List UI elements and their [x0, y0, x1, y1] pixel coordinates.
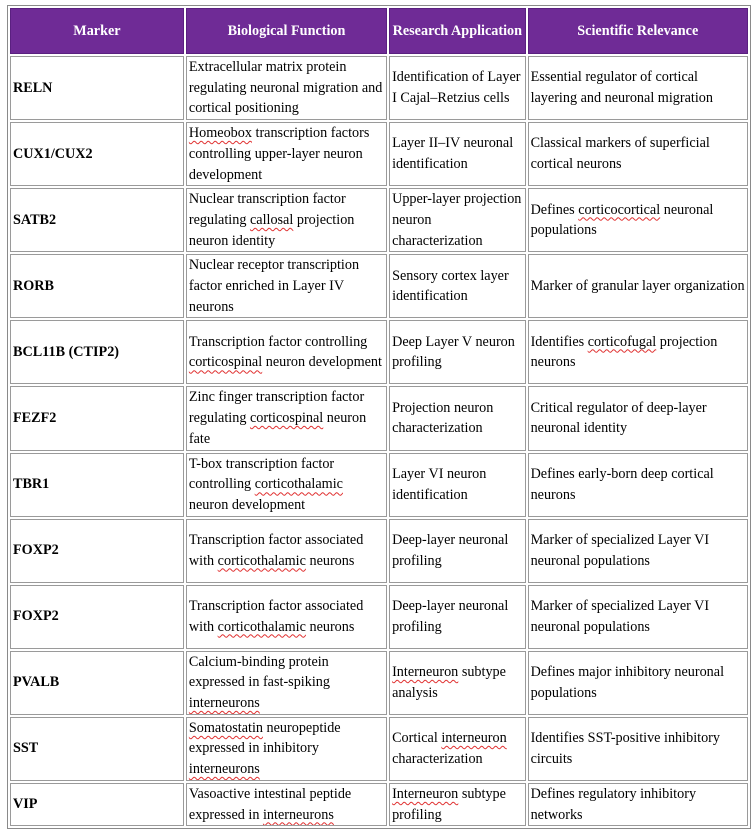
cell-relevance: Classical markers of superficial cortical neurons	[528, 122, 748, 186]
cell-application: Upper-layer projection neuron characterization	[389, 188, 525, 252]
header-research-application: Research Application	[389, 8, 525, 54]
cell-relevance: Identifies corticofugal projection neurons	[528, 320, 748, 384]
header-scientific-relevance: Scientific Relevance	[528, 8, 748, 54]
cell-relevance: Critical regulator of deep-layer neuronal identity	[528, 386, 748, 450]
cell-relevance: Identifies SST-positive inhibitory circuits	[528, 717, 748, 781]
table-row	[10, 254, 748, 318]
table-row	[10, 56, 748, 120]
cell-marker: BCL11B (CTIP2)	[10, 320, 184, 384]
table-row	[10, 717, 748, 781]
table-row	[10, 651, 748, 715]
cell-marker: TBR1	[10, 453, 184, 517]
cell-function: Transcription factor controlling corticospinal neuron development	[186, 320, 387, 384]
table-row	[10, 188, 748, 252]
marker-table	[7, 5, 751, 829]
cell-marker: VIP	[10, 783, 184, 826]
table-row	[10, 519, 748, 583]
cell-marker: RELN	[10, 56, 184, 120]
cell-application: Deep-layer neuronal profiling	[389, 519, 525, 583]
cell-marker: CUX1/CUX2	[10, 122, 184, 186]
cell-marker: RORB	[10, 254, 184, 318]
cell-application: Cortical interneuron characterization	[389, 717, 525, 781]
cell-application: Deep-layer neuronal profiling	[389, 585, 525, 649]
cell-function: Calcium-binding protein expressed in fast-spiking interneurons	[186, 651, 387, 715]
header-marker: Marker	[10, 8, 184, 54]
table-row	[10, 453, 748, 517]
table-container	[7, 5, 751, 829]
cell-function: Transcription factor associated with corticothalamic neurons	[186, 519, 387, 583]
cell-function: Extracellular matrix protein regulating neuronal migration and cortical positioning	[186, 56, 387, 120]
cell-application: Layer VI neuron identification	[389, 453, 525, 517]
table-row	[10, 386, 748, 450]
cell-function: Vasoactive intestinal peptide expressed in interneurons	[186, 783, 387, 826]
table-row	[10, 585, 748, 649]
cell-marker: SATB2	[10, 188, 184, 252]
cell-function: Nuclear transcription factor regulating callosal projection neuron identity	[186, 188, 387, 252]
table-row	[10, 122, 748, 186]
cell-application: Layer II–IV neuronal identification	[389, 122, 525, 186]
cell-marker: FOXP2	[10, 519, 184, 583]
cell-relevance: Defines corticocortical neuronal populations	[528, 188, 748, 252]
cell-marker: SST	[10, 717, 184, 781]
cell-application: Interneuron subtype profiling	[389, 783, 525, 826]
cell-application: Deep Layer V neuron profiling	[389, 320, 525, 384]
cell-relevance: Marker of granular layer organization	[528, 254, 748, 318]
table-row	[10, 783, 748, 826]
cell-marker: PVALB	[10, 651, 184, 715]
cell-relevance: Essential regulator of cortical layering and neuronal migration	[528, 56, 748, 120]
cell-application: Identification of Layer I Cajal–Retzius cells	[389, 56, 525, 120]
cell-relevance: Defines regulatory inhibitory networks	[528, 783, 748, 826]
cell-relevance: Defines early-born deep cortical neurons	[528, 453, 748, 517]
cell-function: Zinc finger transcription factor regulating corticospinal neuron fate	[186, 386, 387, 450]
cell-function: Transcription factor associated with corticothalamic neurons	[186, 585, 387, 649]
cell-relevance: Defines major inhibitory neuronal populations	[528, 651, 748, 715]
cell-function: Somatostatin neuropeptide expressed in inhibitory interneurons	[186, 717, 387, 781]
cell-marker: FEZF2	[10, 386, 184, 450]
cell-marker: FOXP2	[10, 585, 184, 649]
cell-application: Sensory cortex layer identification	[389, 254, 525, 318]
header-biological-function: Biological Function	[186, 8, 387, 54]
cell-relevance: Marker of specialized Layer VI neuronal populations	[528, 585, 748, 649]
cell-application: Projection neuron characterization	[389, 386, 525, 450]
cell-function: T-box transcription factor controlling corticothalamic neuron development	[186, 453, 387, 517]
cell-function: Nuclear receptor transcription factor enriched in Layer IV neurons	[186, 254, 387, 318]
table-row	[10, 320, 748, 384]
cell-relevance: Marker of specialized Layer VI neuronal populations	[528, 519, 748, 583]
cell-application: Interneuron subtype analysis	[389, 651, 525, 715]
cell-function: Homeobox transcription factors controlling upper-layer neuron development	[186, 122, 387, 186]
header-row	[10, 8, 748, 54]
